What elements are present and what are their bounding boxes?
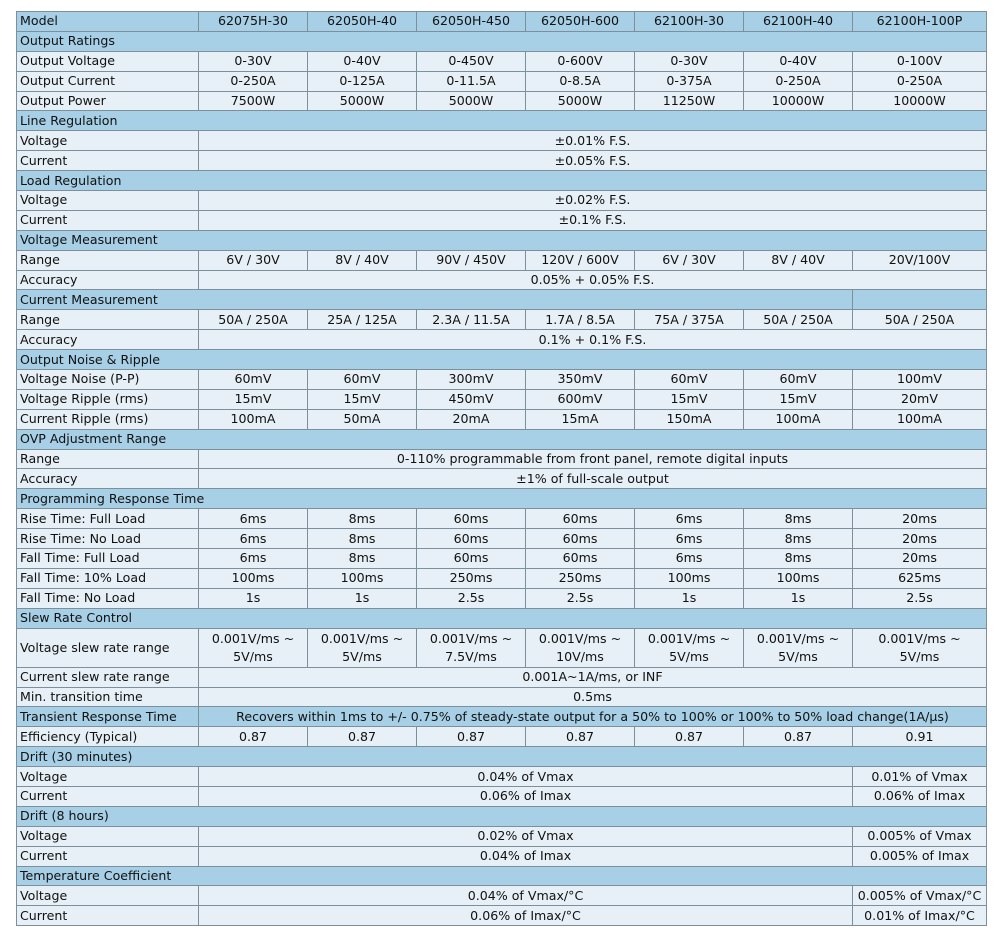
spec-cell: 100mA — [199, 409, 308, 429]
spec-cell: 0.005% of Vmax/°C — [853, 886, 987, 906]
table-row — [17, 906, 987, 926]
spec-cell: 25A / 125A — [308, 310, 417, 330]
section-title: Drift (30 minutes) — [17, 747, 987, 767]
spec-cell: 8ms — [744, 529, 853, 549]
spec-cell: 20V/100V — [853, 250, 987, 270]
spec-cell: 100mA — [744, 409, 853, 429]
row-label: Current slew rate range — [17, 667, 199, 687]
spec-cell: 15mV — [199, 389, 308, 409]
table-row — [17, 370, 987, 390]
section-title: Output Noise & Ripple — [17, 350, 987, 370]
spec-cell: 15mV — [635, 389, 744, 409]
spec-cell: 300mV — [417, 370, 526, 390]
table-row — [17, 509, 987, 529]
section-title: Voltage Measurement — [17, 230, 987, 250]
spec-cell: ±1% of full-scale output — [199, 469, 987, 489]
spec-cell: 50A / 250A — [853, 310, 987, 330]
spec-cell: 8ms — [308, 549, 417, 569]
table-row — [17, 687, 987, 707]
slew-max: 5V/ms — [233, 648, 273, 664]
spec-cell: 6ms — [199, 529, 308, 549]
section-header-current-measurement — [17, 290, 987, 310]
model-name: 62100H-30 — [635, 12, 744, 32]
spec-cell: 100ms — [199, 568, 308, 588]
spec-cell — [853, 628, 987, 667]
table-row — [17, 786, 987, 806]
spec-cell: 60ms — [526, 549, 635, 569]
spec-cell: 6V / 30V — [199, 250, 308, 270]
spec-cell: 100ms — [635, 568, 744, 588]
spec-cell: 20ms — [853, 549, 987, 569]
table-row — [17, 449, 987, 469]
section-title: Load Regulation — [17, 171, 987, 191]
spec-cell: 0.87 — [308, 727, 417, 747]
spec-cell — [744, 628, 853, 667]
section-title: Drift (8 hours) — [17, 806, 987, 826]
spec-cell: ±0.1% F.S. — [199, 210, 987, 230]
row-label: Rise Time: No Load — [17, 529, 199, 549]
table-row — [17, 886, 987, 906]
spec-cell: ±0.05% F.S. — [199, 151, 987, 171]
spec-cell: 5000W — [308, 91, 417, 111]
spec-cell: 0.06% of Imax — [199, 786, 853, 806]
table-row — [17, 191, 987, 211]
spec-cell: 6ms — [635, 529, 744, 549]
spec-cell: 15mV — [308, 389, 417, 409]
slew-min: 0.001V/ms ~ — [429, 630, 513, 646]
spec-cell: 0.005% of Imax — [853, 846, 987, 866]
spec-cell: 20mV — [853, 389, 987, 409]
spec-cell: 0-125A — [308, 71, 417, 91]
spec-cell: 20ms — [853, 509, 987, 529]
spec-cell: 0-250A — [744, 71, 853, 91]
spec-cell: 0.01% of Imax/°C — [853, 906, 987, 926]
spec-cell: 6ms — [199, 549, 308, 569]
table-row — [17, 51, 987, 71]
section-header-temperature-coefficient — [17, 866, 987, 886]
slew-min: 0.001V/ms ~ — [320, 630, 404, 646]
spec-cell: 10000W — [744, 91, 853, 111]
spec-cell: 11250W — [635, 91, 744, 111]
spec-cell: 0-30V — [199, 51, 308, 71]
table-row — [17, 727, 987, 747]
table-row — [17, 71, 987, 91]
section-header-load-regulation — [17, 171, 987, 191]
spec-cell: 0-110% programmable from front panel, remote digital inputs — [199, 449, 987, 469]
spec-cell: 0.001A~1A/ms, or INF — [199, 667, 987, 687]
model-name: 62050H-450 — [417, 12, 526, 32]
spec-cell: 15mV — [744, 389, 853, 409]
spec-cell: 0.04% of Vmax — [199, 767, 853, 787]
spec-cell: 75A / 375A — [635, 310, 744, 330]
spec-cell: 0-11.5A — [417, 71, 526, 91]
spec-cell: 250ms — [526, 568, 635, 588]
row-label: Voltage — [17, 886, 199, 906]
table-row — [17, 588, 987, 608]
spec-cell: 6ms — [635, 509, 744, 529]
section-title: Slew Rate Control — [17, 608, 987, 628]
spec-cell: 0-250A — [853, 71, 987, 91]
model-header-row — [17, 12, 987, 32]
spec-cell: 60ms — [526, 509, 635, 529]
spec-cell: 8ms — [744, 549, 853, 569]
slew-min: 0.001V/ms ~ — [538, 630, 622, 646]
slew-max: 5V/ms — [778, 648, 818, 664]
spec-cell: 0.005% of Vmax — [853, 826, 987, 846]
spec-cell: 0.06% of Imax/°C — [199, 906, 853, 926]
slew-min: 0.001V/ms ~ — [647, 630, 731, 646]
spec-cell: 0.87 — [744, 727, 853, 747]
section-header-ovp — [17, 429, 987, 449]
spec-cell: 50A / 250A — [199, 310, 308, 330]
model-name: 62075H-30 — [199, 12, 308, 32]
spec-cell: 6ms — [199, 509, 308, 529]
table-row — [17, 409, 987, 429]
section-title: Current Measurement — [17, 290, 853, 310]
model-name: 62100H-100P — [853, 12, 987, 32]
row-label: Range — [17, 449, 199, 469]
spec-cell: 0.1% + 0.1% F.S. — [199, 330, 987, 350]
spec-cell: 0.5ms — [199, 687, 987, 707]
spec-cell: 15mA — [526, 409, 635, 429]
slew-max: 10V/ms — [556, 648, 604, 664]
row-label: Voltage Ripple (rms) — [17, 389, 199, 409]
row-label: Current — [17, 210, 199, 230]
spec-cell: 0-250A — [199, 71, 308, 91]
spec-cell: 0.04% of Vmax/°C — [199, 886, 853, 906]
section-header-output-ratings — [17, 31, 987, 51]
spec-cell: 0-30V — [635, 51, 744, 71]
spec-cell: 0-450V — [417, 51, 526, 71]
slew-min: 0.001V/ms ~ — [756, 630, 840, 646]
row-label: Efficiency (Typical) — [17, 727, 199, 747]
spec-cell: 60mV — [199, 370, 308, 390]
spec-cell: Recovers within 1ms to +/- 0.75% of steady-state output for a 50% to 100% or 100% to 50% load change(1A/μs) — [199, 707, 987, 727]
spec-cell: 0.01% of Vmax — [853, 767, 987, 787]
row-label: Accuracy — [17, 469, 199, 489]
table-row — [17, 767, 987, 787]
spec-cell: 60mV — [744, 370, 853, 390]
table-row — [17, 469, 987, 489]
spec-cell: 0-600V — [526, 51, 635, 71]
table-row — [17, 389, 987, 409]
spec-cell: 20mA — [417, 409, 526, 429]
spec-cell: 0-8.5A — [526, 71, 635, 91]
spec-cell: 60ms — [417, 549, 526, 569]
row-label: Fall Time: No Load — [17, 588, 199, 608]
table-row — [17, 568, 987, 588]
spec-cell: 2.5s — [417, 588, 526, 608]
table-row — [17, 270, 987, 290]
table-row — [17, 628, 987, 667]
spec-cell: 8V / 40V — [744, 250, 853, 270]
spec-cell — [199, 628, 308, 667]
table-row — [17, 131, 987, 151]
section-header-line-regulation — [17, 111, 987, 131]
spec-cell: 120V / 600V — [526, 250, 635, 270]
row-label: Min. transition time — [17, 687, 199, 707]
spec-cell: 8ms — [308, 509, 417, 529]
row-label: Current — [17, 786, 199, 806]
table-row — [17, 529, 987, 549]
slew-max: 5V/ms — [899, 648, 940, 664]
section-header-drift-8h — [17, 806, 987, 826]
spec-cell: 100ms — [744, 568, 853, 588]
slew-min: 0.001V/ms ~ — [211, 630, 295, 646]
spec-cell: 100mV — [853, 370, 987, 390]
table-row — [17, 250, 987, 270]
row-label: Range — [17, 310, 199, 330]
spec-cell: 60ms — [417, 509, 526, 529]
model-label: Model — [17, 12, 199, 32]
spec-cell: 0-375A — [635, 71, 744, 91]
row-label: Output Current — [17, 71, 199, 91]
slew-max: 5V/ms — [669, 648, 709, 664]
row-label: Output Power — [17, 91, 199, 111]
spec-cell: 2.5s — [853, 588, 987, 608]
spec-cell: 0.87 — [199, 727, 308, 747]
spec-cell: 20ms — [853, 529, 987, 549]
table-row — [17, 151, 987, 171]
row-label: Voltage — [17, 191, 199, 211]
table-row — [17, 667, 987, 687]
section-header-drift-30 — [17, 747, 987, 767]
spec-table-wrapper — [16, 11, 987, 926]
row-label: Fall Time: 10% Load — [17, 568, 199, 588]
model-name: 62050H-40 — [308, 12, 417, 32]
spec-cell: 6ms — [635, 549, 744, 569]
row-label: Voltage — [17, 767, 199, 787]
section-header-noise-ripple — [17, 350, 987, 370]
spec-cell: 0.87 — [635, 727, 744, 747]
spec-cell: 1s — [744, 588, 853, 608]
section-title: Programming Response Time — [17, 489, 987, 509]
spec-cell: 6V / 30V — [635, 250, 744, 270]
table-row — [17, 310, 987, 330]
spec-cell: 150mA — [635, 409, 744, 429]
spec-cell: 1s — [199, 588, 308, 608]
spec-cell: 60mV — [308, 370, 417, 390]
row-label: Transient Response Time — [17, 707, 199, 727]
row-label: Rise Time: Full Load — [17, 509, 199, 529]
spec-cell — [635, 628, 744, 667]
row-label: Current — [17, 846, 199, 866]
slew-max: 7.5V/ms — [445, 648, 497, 664]
spec-cell: 0.91 — [853, 727, 987, 747]
section-title: Output Ratings — [17, 31, 987, 51]
table-row — [17, 826, 987, 846]
spec-cell: 50A / 250A — [744, 310, 853, 330]
spec-cell: 0.87 — [417, 727, 526, 747]
spec-table — [16, 11, 987, 926]
slew-min: 0.001V/ms ~ — [878, 630, 961, 646]
spec-cell: ±0.02% F.S. — [199, 191, 987, 211]
row-label: Output Voltage — [17, 51, 199, 71]
row-label: Accuracy — [17, 270, 199, 290]
spec-cell: 0-100V — [853, 51, 987, 71]
spec-cell: 50mA — [308, 409, 417, 429]
transient-response-row — [17, 707, 987, 727]
spec-cell: 350mV — [526, 370, 635, 390]
spec-cell: 250ms — [417, 568, 526, 588]
spec-cell: 60ms — [526, 529, 635, 549]
row-label: Current Ripple (rms) — [17, 409, 199, 429]
row-label: Accuracy — [17, 330, 199, 350]
row-label: Voltage slew rate range — [17, 628, 199, 667]
model-name: 62100H-40 — [744, 12, 853, 32]
spec-cell: ±0.01% F.S. — [199, 131, 987, 151]
row-label: Fall Time: Full Load — [17, 549, 199, 569]
spec-cell: 2.5s — [526, 588, 635, 608]
spec-cell: 60ms — [417, 529, 526, 549]
spec-cell: 0-40V — [744, 51, 853, 71]
spec-cell: 1s — [308, 588, 417, 608]
spec-cell: 1.7A / 8.5A — [526, 310, 635, 330]
spec-cell: 5000W — [526, 91, 635, 111]
spec-cell: 60mV — [635, 370, 744, 390]
section-header-programming-response — [17, 489, 987, 509]
spec-cell: 100mA — [853, 409, 987, 429]
slew-max: 5V/ms — [342, 648, 382, 664]
section-title: Line Regulation — [17, 111, 987, 131]
spec-cell — [308, 628, 417, 667]
spec-cell: 8V / 40V — [308, 250, 417, 270]
spec-cell: 8ms — [744, 509, 853, 529]
spec-cell: 0.06% of Imax — [853, 786, 987, 806]
spec-cell — [417, 628, 526, 667]
table-row — [17, 846, 987, 866]
model-name: 62050H-600 — [526, 12, 635, 32]
section-title: Temperature Coefficient — [17, 866, 987, 886]
table-row — [17, 91, 987, 111]
row-label: Current — [17, 151, 199, 171]
table-row — [17, 210, 987, 230]
row-label: Range — [17, 250, 199, 270]
spec-cell: 625ms — [853, 568, 987, 588]
spec-cell: 600mV — [526, 389, 635, 409]
row-label: Voltage — [17, 131, 199, 151]
section-header-slew-rate — [17, 608, 987, 628]
spec-cell: 0.05% + 0.05% F.S. — [199, 270, 987, 290]
spec-cell: 2.3A / 11.5A — [417, 310, 526, 330]
spec-cell: 1s — [635, 588, 744, 608]
row-label: Voltage Noise (P-P) — [17, 370, 199, 390]
section-title: OVP Adjustment Range — [17, 429, 987, 449]
table-row — [17, 330, 987, 350]
spec-cell: 7500W — [199, 91, 308, 111]
spec-cell: 8ms — [308, 529, 417, 549]
row-label: Current — [17, 906, 199, 926]
spec-cell: 5000W — [417, 91, 526, 111]
spec-cell: 90V / 450V — [417, 250, 526, 270]
spec-cell: 0.87 — [526, 727, 635, 747]
table-row — [17, 549, 987, 569]
spec-cell: 100ms — [308, 568, 417, 588]
spec-cell: 0.02% of Vmax — [199, 826, 853, 846]
spec-cell: 0-40V — [308, 51, 417, 71]
spec-cell: 10000W — [853, 91, 987, 111]
spec-cell: 0.04% of Imax — [199, 846, 853, 866]
spec-cell — [526, 628, 635, 667]
spec-cell: 450mV — [417, 389, 526, 409]
row-label: Voltage — [17, 826, 199, 846]
section-header-voltage-measurement — [17, 230, 987, 250]
blank-cell — [853, 290, 987, 310]
